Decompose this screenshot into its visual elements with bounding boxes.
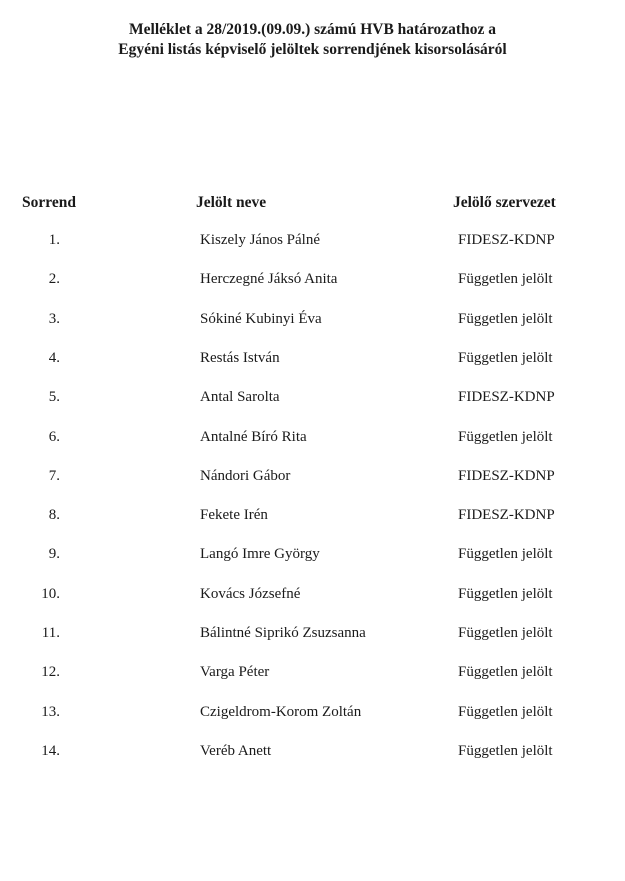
row-candidate-name: Kiszely János Pálné xyxy=(200,232,320,248)
row-candidate-name: Czigeldrom-Korom Zoltán xyxy=(200,704,362,720)
table-row xyxy=(0,584,625,604)
row-candidate-name: Sókiné Kubinyi Éva xyxy=(200,311,322,327)
row-nominating-organization: Független jelölt xyxy=(458,350,553,366)
row-order-number: 14. xyxy=(41,743,60,759)
row-order-number: 6. xyxy=(48,429,60,445)
table-row xyxy=(0,662,625,682)
row-order-number: 5. xyxy=(48,389,60,405)
table-row xyxy=(0,427,625,447)
row-nominating-organization: Független jelölt xyxy=(458,704,553,720)
row-candidate-name: Restás István xyxy=(200,350,280,366)
row-nominating-organization: Független jelölt xyxy=(458,546,553,562)
row-order-number: 1. xyxy=(48,232,60,248)
row-candidate-name: Veréb Anett xyxy=(200,743,272,759)
row-nominating-organization: FIDESZ-KDNP xyxy=(458,389,555,405)
table-row xyxy=(0,466,625,486)
table-row xyxy=(0,230,625,250)
row-nominating-organization: FIDESZ-KDNP xyxy=(458,507,555,523)
row-candidate-name: Antal Sarolta xyxy=(200,389,280,405)
row-candidate-name: Langó Imre György xyxy=(200,546,320,562)
row-nominating-organization: FIDESZ-KDNP xyxy=(458,468,555,484)
row-nominating-organization: Független jelölt xyxy=(458,625,553,641)
table-row xyxy=(0,544,625,564)
row-candidate-name: Nándori Gábor xyxy=(200,468,291,484)
row-nominating-organization: Független jelölt xyxy=(458,311,553,327)
table-row xyxy=(0,269,625,289)
row-candidate-name: Varga Péter xyxy=(200,664,270,680)
table-row xyxy=(0,702,625,722)
row-order-number: 4. xyxy=(48,350,60,366)
column-header-name: Jelölt neve xyxy=(196,194,267,211)
row-nominating-organization: Független jelölt xyxy=(458,743,553,759)
row-order-number: 11. xyxy=(41,625,60,641)
document-title-line-2: Egyéni listás képviselő jelöltek sorrendjének kisorsolásáról xyxy=(118,41,507,58)
row-order-number: 8. xyxy=(48,507,60,523)
row-nominating-organization: Független jelölt xyxy=(458,586,553,602)
table-row xyxy=(0,623,625,643)
row-candidate-name: Fekete Irén xyxy=(200,507,268,523)
row-candidate-name: Kovács Józsefné xyxy=(200,586,301,602)
table-row xyxy=(0,741,625,761)
row-order-number: 9. xyxy=(48,546,60,562)
row-candidate-name: Herczegné Jáksó Anita xyxy=(200,271,338,287)
row-order-number: 2. xyxy=(48,271,60,287)
row-order-number: 7. xyxy=(48,468,60,484)
column-header-organization: Jelölő szervezet xyxy=(453,194,556,211)
row-nominating-organization: FIDESZ-KDNP xyxy=(458,232,555,248)
column-header-order: Sorrend xyxy=(22,194,76,211)
table-row xyxy=(0,387,625,407)
row-candidate-name: Antalné Bíró Rita xyxy=(200,429,307,445)
table-row xyxy=(0,348,625,368)
row-nominating-organization: Független jelölt xyxy=(458,429,553,445)
row-candidate-name: Bálintné Siprikó Zsuzsanna xyxy=(200,625,366,641)
table-row xyxy=(0,309,625,329)
row-order-number: 13. xyxy=(41,704,60,720)
document-title-line-1: Melléklet a 28/2019.(09.09.) számú HVB határozathoz a xyxy=(129,21,496,38)
row-order-number: 10. xyxy=(41,586,60,602)
row-nominating-organization: Független jelölt xyxy=(458,664,553,680)
row-order-number: 3. xyxy=(48,311,60,327)
row-nominating-organization: Független jelölt xyxy=(458,271,553,287)
row-order-number: 12. xyxy=(41,664,60,680)
table-row xyxy=(0,505,625,525)
